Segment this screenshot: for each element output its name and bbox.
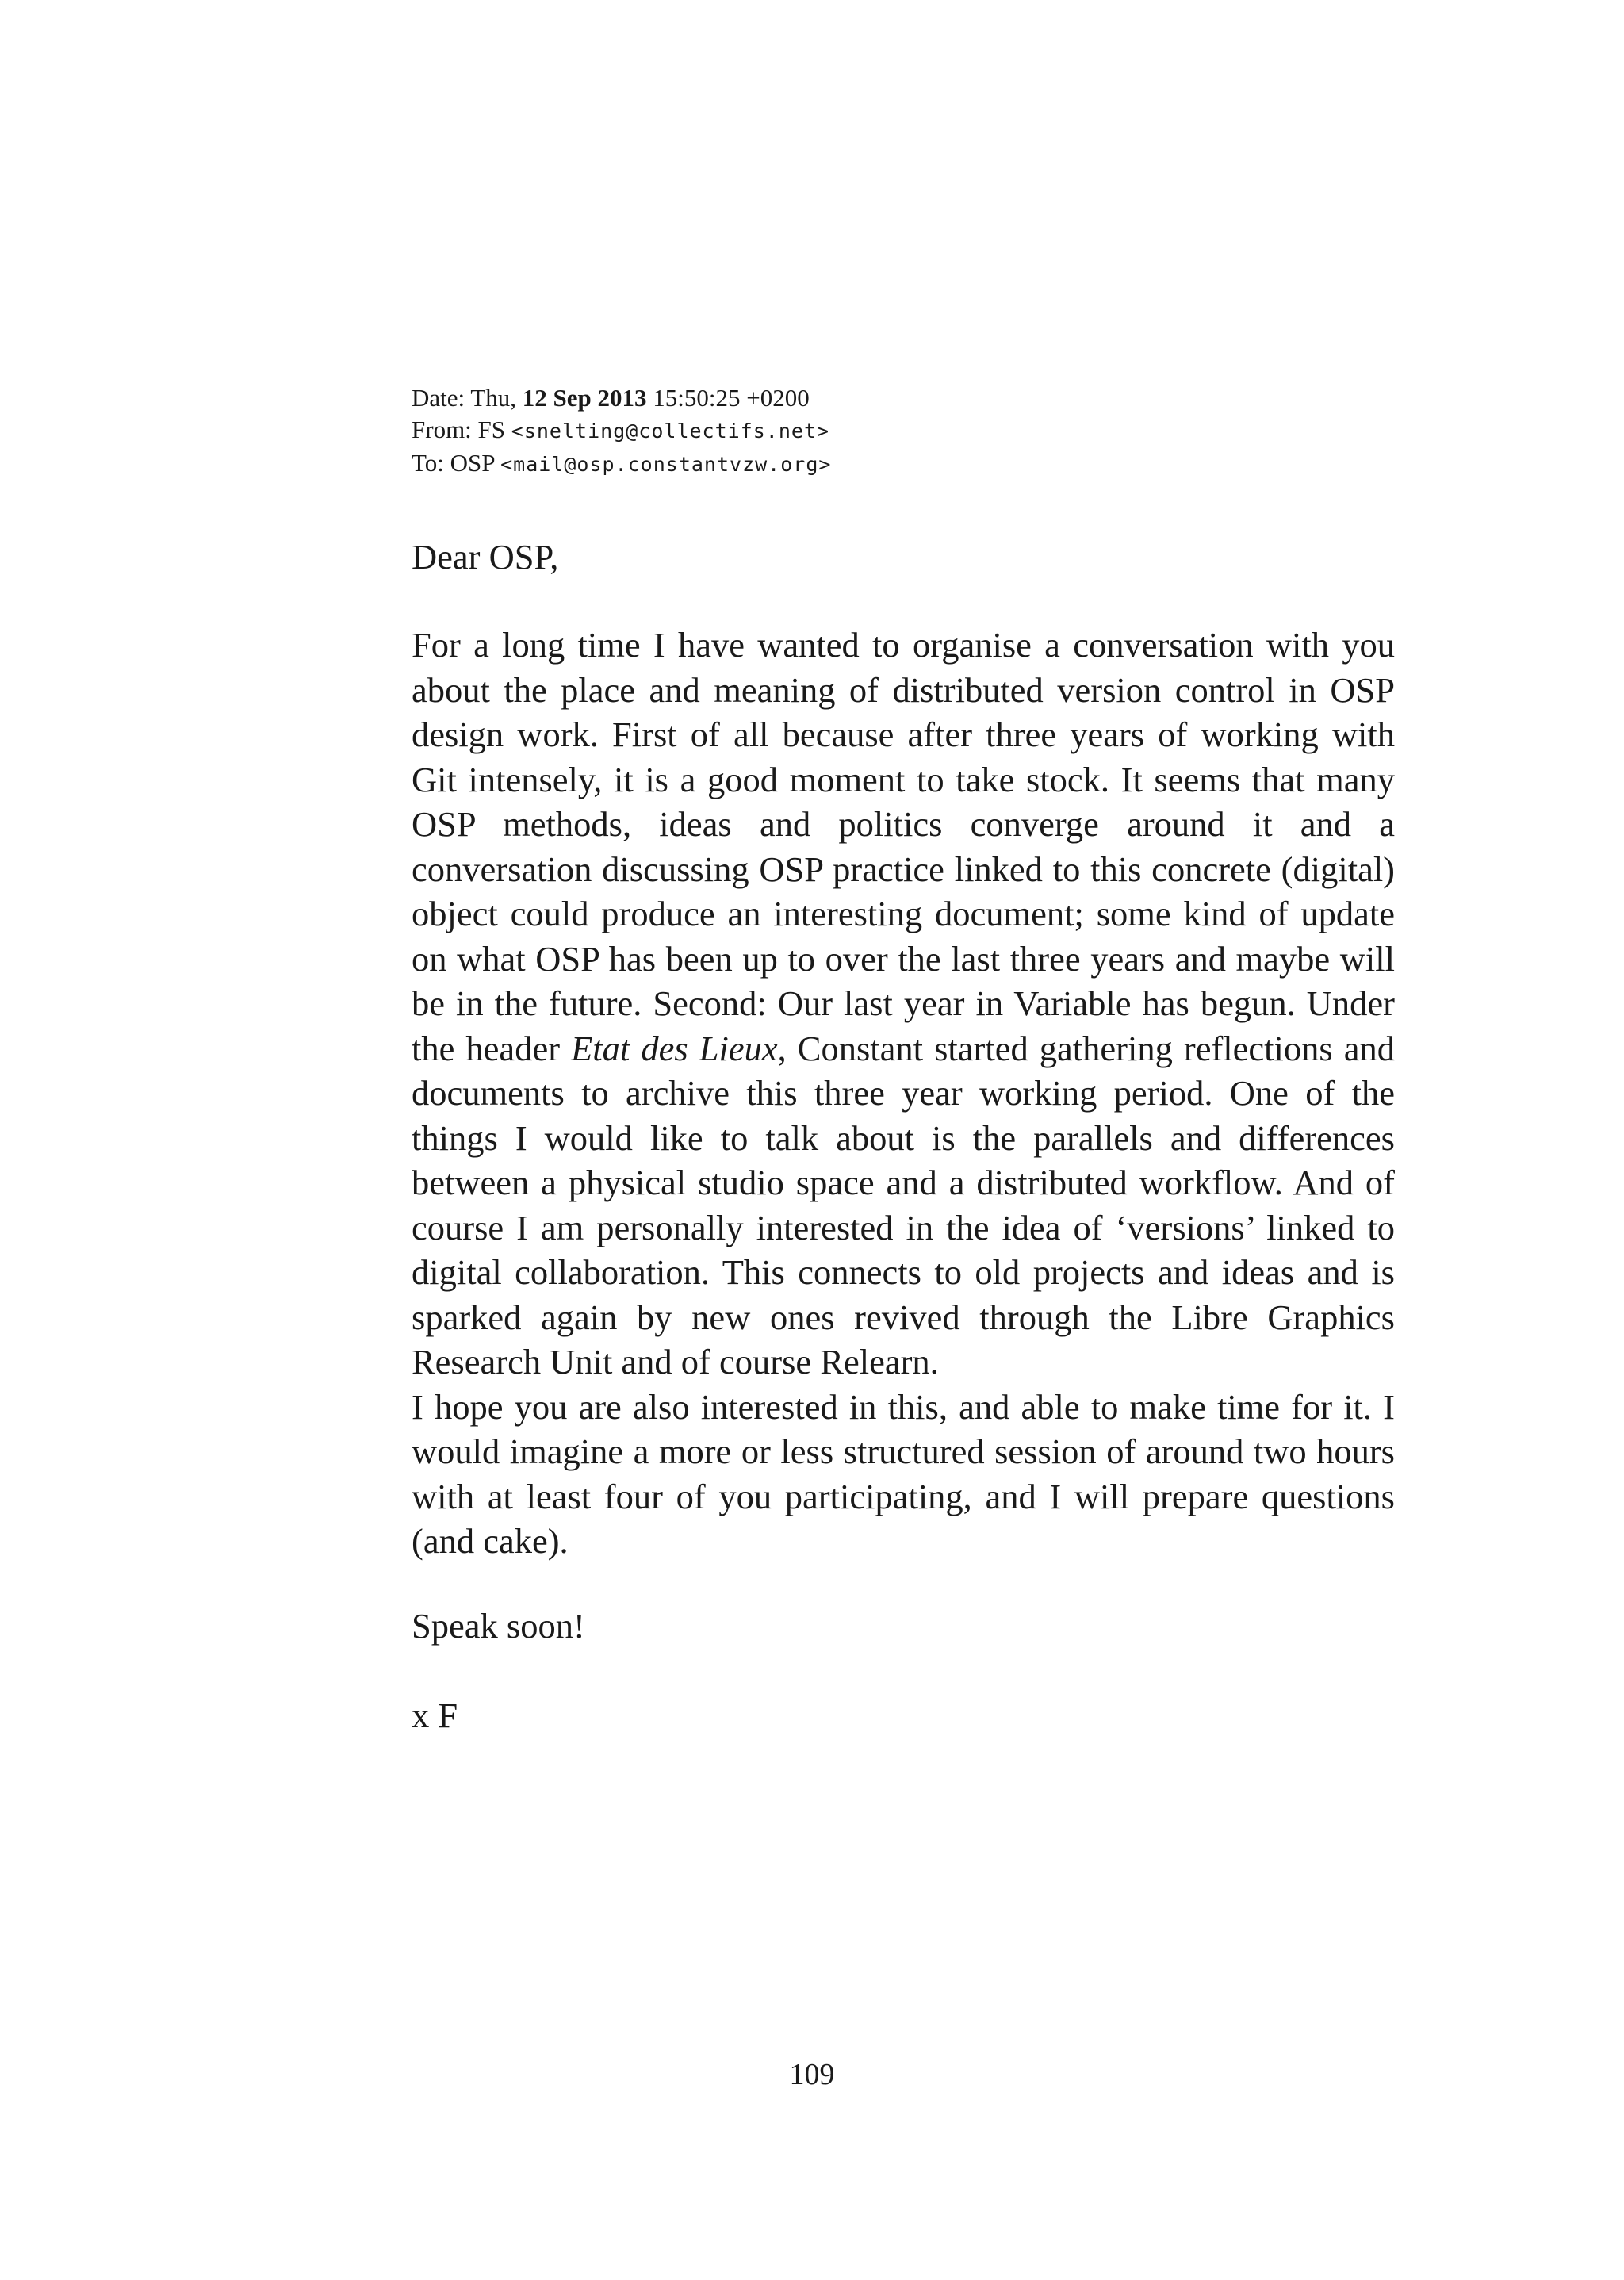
date-time: 15:50:25 +0200 xyxy=(653,384,810,412)
date-line xyxy=(412,382,1395,414)
to-label: To: OSP xyxy=(412,449,495,477)
date-main: 12 Sep 2013 xyxy=(522,384,647,412)
from-email: <snelting@collectifs.net> xyxy=(511,420,830,443)
from-line xyxy=(412,414,1395,447)
email-header xyxy=(412,382,1395,481)
paragraph-2: I hope you are also interested in this, and able to make time for it. I would imagine a more or less structured session of around two hours with at least four of you participating, and I will prepare questions (and cake). xyxy=(412,1386,1395,1561)
date-label: Date: xyxy=(412,384,465,412)
paragraph-1 xyxy=(412,623,1395,1385)
page-number: 109 xyxy=(789,2058,835,2091)
paragraph-1-italic: Etat des Lieux xyxy=(571,1028,778,1068)
paragraph-1-part-1: For a long time I have wanted to organise a conversation with you about the place and meaning of distributed version control in OSP design work. First of all because after three years of working with Git intensely, it is a good moment to take stock. It seems that many OSP methods, ideas and politics converge around it and a conversation discussing OSP practice linked to this concrete (digital) object could produce an interesting document; some kind of update on what OSP has been up to over the last three years and maybe will be in the future. Second: Our last year in Variable has begun. Under the header xyxy=(412,625,1395,1068)
to-email: <mail@osp.constantvzw.org> xyxy=(500,453,832,476)
letter-body xyxy=(412,623,1395,1564)
from-label: From: FS xyxy=(412,416,506,443)
paragraph-1-part-2: , Constant started gathering reflections and documents to archive this three year working period. One of the things I would like to talk about is the parallels and differences between a physical studio space and a distributed workflow. And of course I am personally interested in the idea of ‘versions’ linked to digital collaboration. This connects to old projects and ideas and is sparked again by new ones revived through the Libre Graphics Research Unit and of course Relearn. xyxy=(412,1028,1396,1381)
to-line xyxy=(412,447,1395,481)
signoff: Speak soon! xyxy=(412,1606,585,1646)
signature: x F xyxy=(412,1696,458,1735)
greeting: Dear OSP, xyxy=(412,537,559,577)
date-day: Thu, xyxy=(470,384,517,412)
